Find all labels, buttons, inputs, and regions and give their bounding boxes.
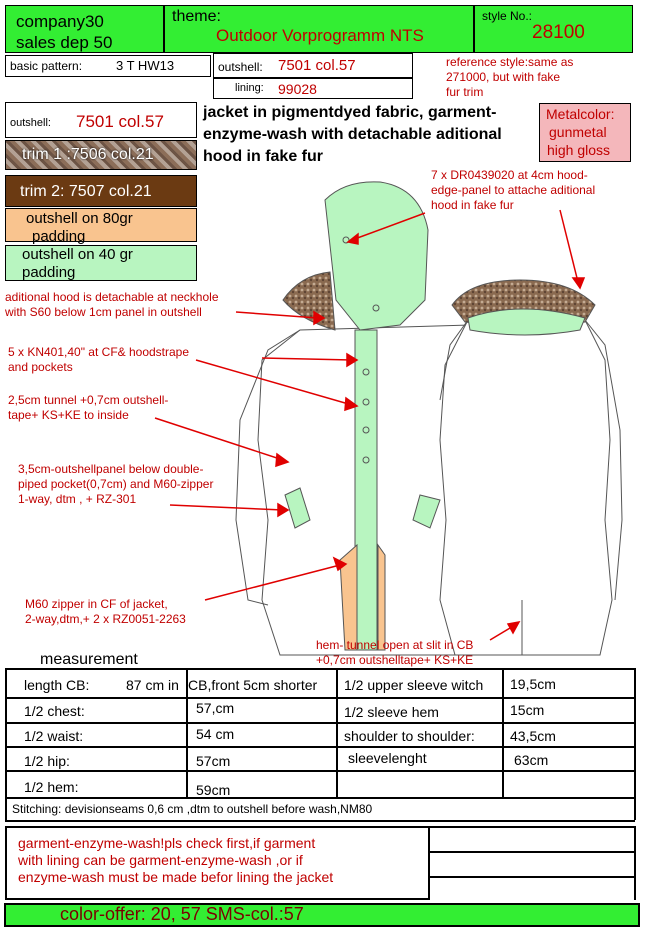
waist-value: 54 cm — [196, 726, 235, 742]
hood-note-line2: edge-panel to attache aditional — [431, 183, 596, 197]
wash-note-line1: garment-enzyme-wash!pls check first,if garment — [18, 835, 316, 851]
style-label: style No.: — [482, 9, 533, 23]
shoulder-value: 43,5cm — [510, 728, 556, 744]
length-cb-value: 87 cm in — [126, 677, 179, 693]
padding80-line1: outshell on 80gr — [26, 210, 133, 227]
panel-note-line2: piped pocket(0,7cm) and M60-zipper — [18, 477, 214, 491]
hip-label: 1/2 hip: — [24, 753, 70, 769]
description-line2: enzyme-wash with detachable aditional — [203, 126, 502, 143]
kn-note-line2: and pockets — [8, 360, 73, 374]
theme-value: Outdoor Vorprogramm NTS — [216, 26, 424, 45]
padding80-line2: padding — [32, 228, 86, 245]
company-name: company30 — [16, 12, 104, 31]
reference-line3: fur trim — [446, 85, 484, 99]
upper-sleeve-value: 19,5cm — [510, 676, 556, 692]
basic-pattern-value: 3 T HW13 — [116, 58, 175, 73]
metalcolor-line2: gunmetal — [549, 124, 607, 140]
trim1-label: trim 1 :7506 col.21 — [22, 146, 154, 163]
sleeve-hem-label: 1/2 sleeve hem — [344, 704, 439, 720]
detach-note-line1: aditional hood is detachable at neckhole — [5, 290, 219, 304]
sleeve-hem-value: 15cm — [510, 702, 545, 718]
trim2-label: trim 2: 7507 col.21 — [20, 183, 152, 200]
length-cb-label: length CB: — [24, 677, 90, 693]
chest-value: 57,cm — [196, 700, 235, 716]
basic-pattern-label: basic pattern: — [10, 59, 83, 73]
hip-value: 57cm — [196, 753, 231, 769]
panel-note-line1: 3,5cm-outshellpanel below double- — [18, 462, 204, 476]
tunnel-note-line2: tape+ KS+KE to inside — [8, 408, 129, 422]
color-offer: color-offer: 20, 57 SMS-col.:57 — [60, 904, 304, 924]
upper-sleeve-label: 1/2 upper sleeve witch — [344, 677, 484, 693]
tunnel-note-line1: 2,5cm tunnel +0,7cm outshell- — [8, 393, 169, 407]
outshell-info-value: 7501 col.57 — [278, 57, 356, 74]
padding40-line2: padding — [22, 264, 76, 281]
m60-note-line2: 2-way,dtm,+ 2 x RZ0051-2263 — [25, 612, 186, 626]
detach-note-line2: with S60 below 1cm panel in outshell — [5, 305, 202, 319]
kn-note-line1: 5 x KN401,40" at CF& hoodstrape — [8, 345, 190, 359]
hood-note-line1: 7 x DR0439020 at 4cm hood- — [431, 168, 588, 182]
style-number: 28100 — [532, 22, 585, 43]
hood-note-line3: hood in fake fur — [431, 198, 514, 212]
length-cb-note: CB,front 5cm shorter — [188, 677, 318, 693]
reference-line2: 271000, but with fake — [446, 70, 561, 84]
measurement-title: measurement — [40, 651, 138, 668]
shoulder-label: shoulder to shoulder: — [344, 728, 475, 744]
description-line3: hood in fake fur — [203, 148, 323, 165]
legend-outshell-label: outshell: — [10, 117, 51, 129]
hem-label: 1/2 hem: — [24, 779, 79, 795]
wash-note-line2: with lining can be garment-enzyme-wash ,or if — [18, 852, 303, 868]
wash-note-line3: enzyme-wash must be made befor lining the jacket — [18, 869, 334, 885]
hem-note-line2: +0,7cm outshelltape+ KS+KE — [316, 653, 474, 667]
lining-value: 99028 — [278, 81, 317, 97]
m60-note-line1: M60 zipper in CF of jacket, — [25, 597, 168, 611]
sleevelength-value: 63cm — [514, 752, 549, 768]
metalcolor-line1: Metalcolor: — [546, 106, 615, 122]
department: sales dep 50 — [16, 33, 113, 52]
sleevelength-label: sleevelenght — [348, 750, 427, 766]
outshell-info-label: outshell: — [218, 60, 263, 74]
back-jacket — [440, 280, 622, 655]
description-line1: jacket in pigmentdyed fabric, garment- — [203, 104, 497, 121]
reference-line1: reference style:same as — [446, 55, 574, 69]
metalcolor-line3: high gloss — [547, 142, 611, 158]
theme-label: theme: — [172, 8, 221, 25]
lining-label: lining: — [235, 82, 264, 94]
chest-label: 1/2 chest: — [24, 703, 85, 719]
panel-note-line3: 1-way, dtm , + RZ-301 — [18, 492, 137, 506]
legend-outshell-value: 7501 col.57 — [76, 112, 164, 131]
hem-note-line1: hem- tunnel open at slit in CB — [316, 638, 474, 652]
hem-value: 59cm — [196, 782, 231, 798]
waist-label: 1/2 waist: — [24, 728, 84, 744]
stitching-note: Stitching: devisionseams 0,6 cm ,dtm to outshell before wash,NM80 — [12, 802, 373, 816]
padding40-line1: outshell on 40 gr — [22, 246, 133, 263]
